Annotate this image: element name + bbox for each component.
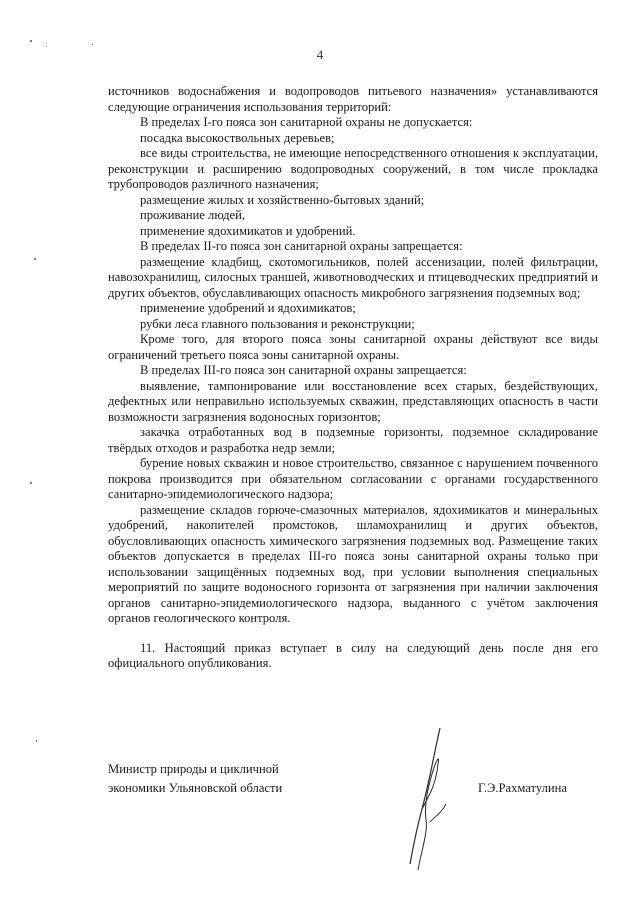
- handwritten-signature: [400, 724, 470, 874]
- list-item: размещение кладбищ, скотомогильников, полей ассенизации, полей фильтрации, навозохранилищ, силосных траншей, животноводческих и птицеводческих предприятий и других объектов, обуславливающих опасность микробного загрязнения подземных вод;: [108, 254, 598, 300]
- list-item: бурение новых скважин и новое строительство, связанное с нарушением почвенного покрова производится при обязательном согласовании с органами государственного санитарно-эпидемиологического надзора;: [108, 456, 598, 501]
- signatory-title-line: экономики Ульяновской области: [108, 781, 283, 795]
- scan-speck: [30, 482, 32, 484]
- paragraph: источников водоснабжения и водопроводов питьевого назначения» устанавливаются следующие ограничения использования территорий:: [108, 84, 598, 114]
- paragraph: В пределах I-го пояса зон санитарной охраны не допускается:: [140, 115, 473, 129]
- signatory-name: Г.Э.Рахматулина: [478, 781, 567, 795]
- scan-speck: [36, 740, 37, 742]
- scan-speck: [30, 40, 32, 42]
- closing-paragraph: 11. Настоящий приказ вступает в силу на следующий день после дня его официального опубликования.: [108, 640, 598, 670]
- list-item: размещение жилых и хозяйственно-бытовых зданий;: [140, 192, 425, 207]
- scan-speck: [46, 46, 47, 47]
- list-item: все виды строительства, не имеющие непосредственного отношения к эксплуатации, реконструкции и расширению водопроводных сооружений, в том числе прокладка трубопроводов различного назначения;: [108, 146, 598, 191]
- document-body: [108, 84, 598, 672]
- list-item: выявление, тампонирование или восстановление всех старых, бездействующих, дефектных или неправильно используемых скважин, представляющих опасность в части возможности загрязнения водоносных горизонтов;: [108, 378, 598, 424]
- paragraph: В пределах III-го пояса зон санитарной охраны запрещается:: [140, 363, 467, 377]
- list-item: рубки леса главного пользования и реконструкции;: [140, 316, 415, 331]
- list-item: проживание людей,: [140, 208, 245, 222]
- list-item: закачка отработанных вод в подземные горизонты, подземное складирование твёрдых отходов и разработка недр земли;: [108, 425, 598, 455]
- paragraph: В пределах II-го пояса зон санитарной охраны запрещается:: [140, 239, 463, 253]
- paragraph: Кроме того, для второго пояса зоны санитарной охраны действуют все виды ограничений третьего пояса зоны санитарной охраны.: [108, 332, 598, 362]
- list-item: применение удобрений и ядохимикатов;: [140, 301, 356, 315]
- page-number: 4: [316, 47, 324, 62]
- scan-speck: [92, 44, 93, 45]
- list-item: применение ядохимикатов и удобрений.: [140, 223, 356, 238]
- list-item: размещение складов горюче-смазочных материалов, ядохимикатов и минеральных удобрений, накопителей промстоков, шламохранилищ и других объектов, обусловливающих опасность химического загрязнения подземных вод. Размещение таких объектов допускается в пределах III-го пояса зоны санитарной охраны только при использовании защищённых подземных вод, при условии выполнения специальных мероприятий по защите водоносного горизонта от загрязнения при наличии заключения органов санитарно-эпидемиологического надзора, выданного с учётом заключения органов геологического контроля.: [108, 502, 598, 625]
- list-item: посадка высокоствольных деревьев;: [140, 130, 335, 145]
- signatory-title-line: Министр природы и цикличной: [108, 762, 279, 776]
- scan-speck: [34, 258, 36, 260]
- signatory-title: [108, 760, 282, 798]
